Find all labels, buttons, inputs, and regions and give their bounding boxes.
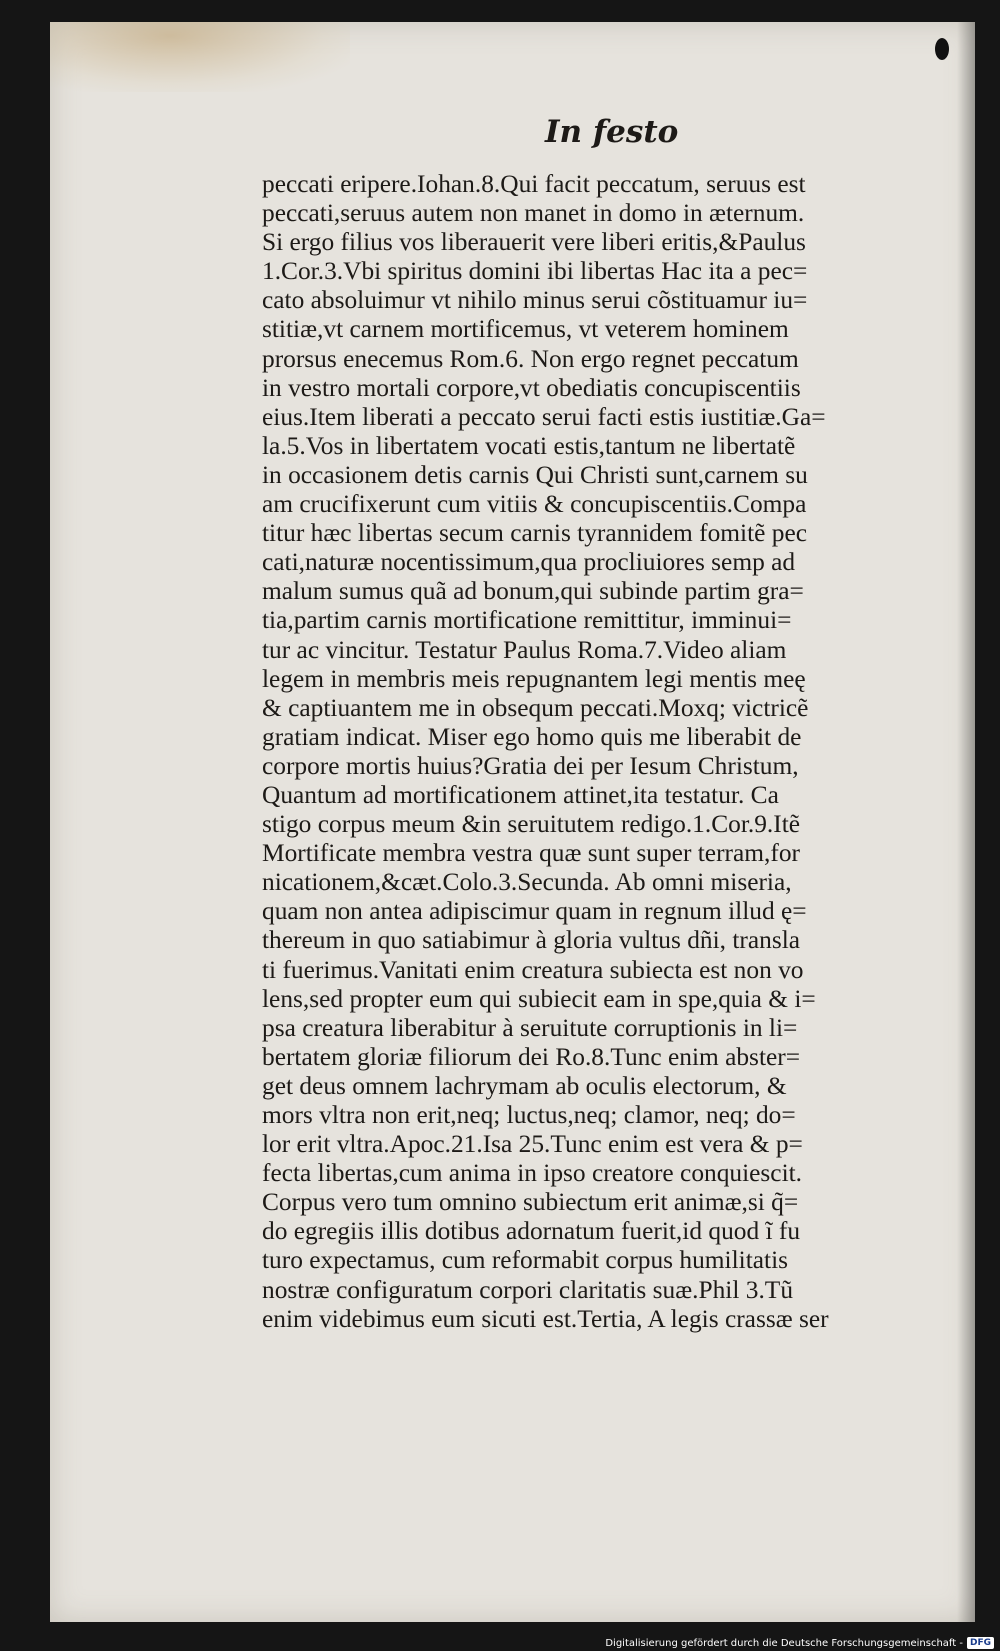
text-line: la.5.Vos in libertatem vocati estis,tantum ne libertatẽ [262, 431, 796, 460]
text-line: mors vltra non erit,neq; luctus,neq; clamor, neq; do= [262, 1101, 796, 1129]
book-page [50, 22, 975, 1622]
text-line: am crucifixerunt cum vitiis & concupiscentiis.Compa [262, 490, 807, 519]
footer-credit-bar [605, 1637, 994, 1649]
text-line: cati,naturæ nocentissimum,qua procliuiores semp ad [262, 548, 796, 577]
text-line: ti fuerimus.Vanitati enim creatura subiecta est non vo [262, 955, 804, 984]
text-line: & captiuantem me in obsequm peccati.Moxq; victricẽ [262, 693, 809, 722]
text-line: Corpus vero tum omnino subiectum erit animæ,si q̃= [262, 1188, 799, 1217]
page-edge-shadow [957, 22, 975, 1622]
text-line: nicationem,&cæt.Colo.3.Secunda. Ab omni miseria, [262, 868, 792, 897]
text-line: Si ergo filius vos liberauerit vere liberi eritis,&Paulus [262, 228, 806, 257]
text-line: turo expectamus, cum reformabit corpus humilitatis [262, 1246, 789, 1275]
text-line: lens,sed propter eum qui subiecit eam in spe,quia & i= [262, 984, 816, 1013]
text-line: stitiæ,vt carnem mortificemus, vt veterem hominem [262, 315, 789, 344]
text-line: eius.Item liberati a peccato serui facti estis iustitiæ.Ga= [262, 402, 826, 431]
text-line: legem in membris meis repugnantem legi mentis meę [262, 664, 806, 693]
text-line: nostræ configuratum corpori claritatis suæ.Phil 3.Tũ [262, 1275, 794, 1304]
body-text [262, 170, 952, 1334]
text-line: fecta libertas,cum anima in ipso creatore conquiescit. [262, 1159, 803, 1188]
text-line: enim videbimus eum sicuti est.Tertia, A legis crassæ ser [262, 1304, 829, 1333]
text-line: in vestro mortali corpore,vt obediatis concupiscentiis [262, 373, 801, 402]
text-line: stigo corpus meum &in seruitutem redigo.1.Cor.9.Itẽ [262, 810, 801, 839]
text-line: do egregiis illis dotibus adornatum fuerit,id quod ĩ fu [262, 1217, 801, 1246]
text-line: get deus omnem lachrymam ab oculis electorum, & [262, 1071, 787, 1100]
text-line: in occasionem detis carnis Qui Christi sunt,carnem su [262, 460, 808, 489]
text-line: titur hæc libertas secum carnis tyrannidem fomitẽ pec [262, 519, 808, 548]
text-line: peccati eripere.Iohan.8.Qui facit peccatum, seruus est [262, 170, 806, 198]
text-line: 1.Cor.3.Vbi spiritus domini ibi libertas Hac ita a pec= [262, 257, 808, 286]
text-line: gratiam indicat. Miser ego homo quis me liberabit de [262, 722, 802, 751]
text-line: malum sumus quã ad bonum,qui subinde partim gra= [262, 577, 804, 606]
dfg-logo: DFG [967, 1637, 994, 1649]
text-line: thereum in quo satiabimur à gloria vultus dñi, transla [262, 926, 801, 955]
text-line: quam non antea adipiscimur quam in regnum illud ę= [262, 897, 807, 926]
text-line: psa creatura liberabitur à seruitute corruptionis in li= [262, 1013, 798, 1042]
text-line: lor erit vltra.Apoc.21.Isa 25.Tunc enim est vera & p= [262, 1130, 803, 1159]
text-line: tia,partim carnis mortificatione remittitur, imminui= [262, 606, 792, 635]
text-line: corpore mortis huius?Gratia dei per Iesum Christum, [262, 751, 799, 780]
footer-credit-text: Digitalisierung gefördert durch die Deutsche Forschungsgemeinschaft - [605, 1637, 963, 1649]
page-stain [50, 22, 350, 92]
text-line: peccati,seruus autem non manet in domo in æternum. [262, 199, 805, 228]
text-line: tur ac vincitur. Testatur Paulus Roma.7.Video aliam [262, 635, 787, 664]
page-corner-mark [935, 38, 949, 60]
text-line: cato absoluimur vt nihilo minus serui cõstituamur iu= [262, 286, 808, 315]
text-line: Quantum ad mortificationem attinet,ita testatur. Ca [262, 780, 779, 809]
page-header: In festo [545, 114, 679, 150]
text-line: bertatem gloriæ filiorum dei Ro.8.Tunc enim abster= [262, 1042, 801, 1071]
text-line: prorsus enecemus Rom.6. Non ergo regnet peccatum [262, 344, 799, 373]
text-line: Mortificate membra vestra quæ sunt super terram,for [262, 839, 800, 868]
